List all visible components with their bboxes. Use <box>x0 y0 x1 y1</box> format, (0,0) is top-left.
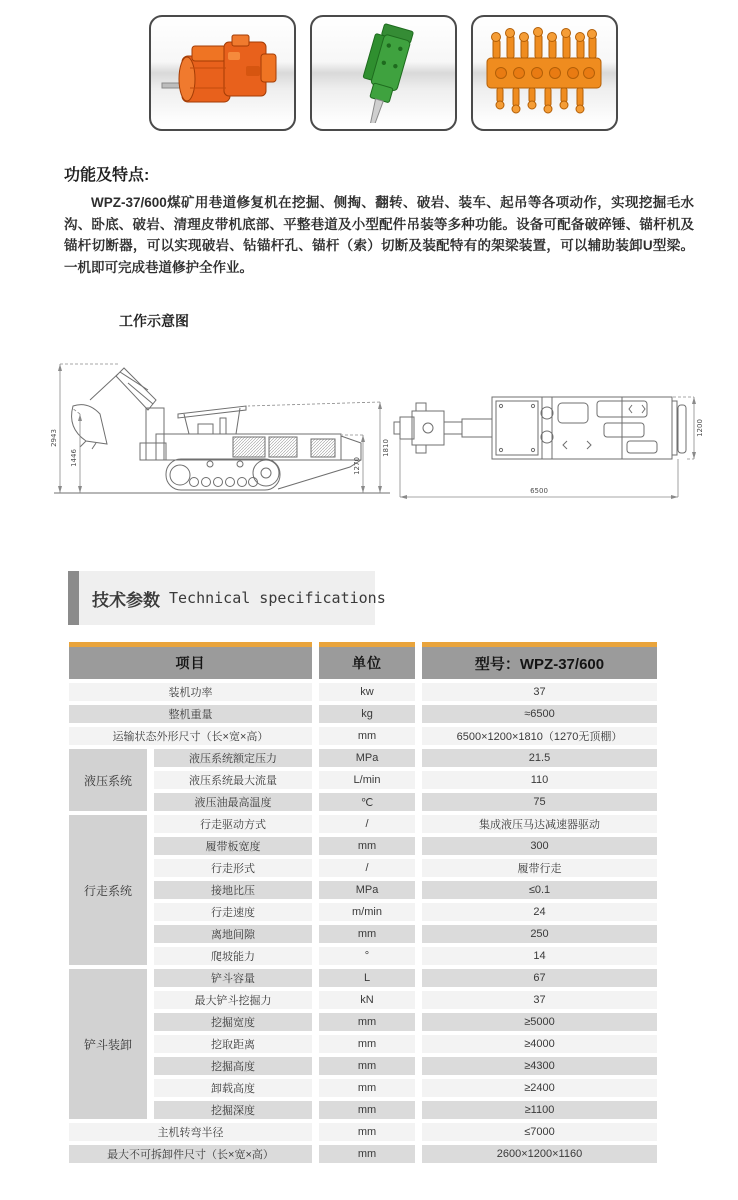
hydraulic-breaker-image <box>310 15 457 131</box>
spec-unit-cell: mm <box>319 1035 415 1053</box>
spec-item-cell: 行走驱动方式 <box>154 815 312 833</box>
side-view-drawing <box>28 348 400 518</box>
spec-unit-cell: mm <box>319 1123 415 1141</box>
spec-value-cell: ≥5000 <box>422 1013 657 1031</box>
dim-body-height-label: 1270 <box>353 457 361 475</box>
table-row <box>69 1123 657 1141</box>
spec-value-cell: 履带行走 <box>422 859 657 877</box>
spec-unit-cell: MPa <box>319 749 415 767</box>
spec-item-cell: 卸载高度 <box>154 1079 312 1097</box>
spec-table <box>62 638 664 1167</box>
spec-unit-cell: mm <box>319 925 415 943</box>
spec-value-cell: ≤7000 <box>422 1123 657 1141</box>
spec-value-cell: 75 <box>422 793 657 811</box>
spec-group-cell: 铲斗装卸 <box>69 969 147 1119</box>
spec-unit-cell: mm <box>319 1101 415 1119</box>
spec-item-cell: 运输状态外形尺寸（长×宽×高） <box>69 727 312 745</box>
table-row <box>69 969 657 987</box>
table-row <box>69 705 657 723</box>
spec-unit-cell: MPa <box>319 881 415 899</box>
spec-item-cell: 挖掘深度 <box>154 1101 312 1119</box>
spec-item-cell: 履带板宽度 <box>154 837 312 855</box>
spec-item-cell: 主机转弯半径 <box>69 1123 312 1141</box>
spec-table-body <box>69 683 657 1163</box>
spec-header-item: 项目 <box>69 642 312 679</box>
dim-length-label: 6500 <box>530 487 548 495</box>
spec-header-unit: 单位 <box>319 642 415 679</box>
spec-unit-cell: mm <box>319 1145 415 1163</box>
spec-item-cell: 最大铲斗挖掘力 <box>154 991 312 1009</box>
spec-unit-cell: ℃ <box>319 793 415 811</box>
features-title: 功能及特点: <box>64 167 150 184</box>
spec-value-cell: 300 <box>422 837 657 855</box>
spec-value-cell: 110 <box>422 771 657 789</box>
spec-unit-cell: L <box>319 969 415 987</box>
table-row <box>69 1035 657 1053</box>
spec-unit-cell: mm <box>319 1079 415 1097</box>
spec-group-cell: 液压系统 <box>69 749 147 811</box>
spec-section-title-en: Technical specifications <box>169 589 386 607</box>
spec-value-cell: 37 <box>422 683 657 701</box>
spec-value-cell: 集成液压马达减速器驱动 <box>422 815 657 833</box>
spec-item-cell: 整机重量 <box>69 705 312 723</box>
spec-unit-cell: m/min <box>319 903 415 921</box>
spec-value-cell: 21.5 <box>422 749 657 767</box>
spec-item-cell: 装机功率 <box>69 683 312 701</box>
spec-value-cell: 2600×1200×1160 <box>422 1145 657 1163</box>
table-row <box>69 859 657 877</box>
dim-width-label: 1200 <box>696 419 704 437</box>
hydraulic-pump-image <box>149 15 296 131</box>
spec-item-cell: 挖取距离 <box>154 1035 312 1053</box>
multiway-valve-icon <box>479 22 610 124</box>
diagram-title: 工作示意图 <box>119 313 189 329</box>
spec-value-cell: ≥4300 <box>422 1057 657 1075</box>
table-row <box>69 925 657 943</box>
spec-item-cell: 行走速度 <box>154 903 312 921</box>
spec-item-cell: 液压系统最大流量 <box>154 771 312 789</box>
spec-item-cell: 最大不可拆卸件尺寸（长×宽×高） <box>69 1145 312 1163</box>
spec-unit-cell: L/min <box>319 771 415 789</box>
spec-item-cell: 液压油最高温度 <box>154 793 312 811</box>
spec-value-cell: 6500×1200×1810（1270无顶棚） <box>422 727 657 745</box>
spec-value-cell: 37 <box>422 991 657 1009</box>
spec-item-cell: 挖掘高度 <box>154 1057 312 1075</box>
spec-value-cell: 24 <box>422 903 657 921</box>
table-row <box>69 815 657 833</box>
table-row <box>69 1013 657 1031</box>
spec-value-cell: ≤0.1 <box>422 881 657 899</box>
spec-header-model: 型号：WPZ-37/600 <box>422 642 657 679</box>
table-row <box>69 903 657 921</box>
table-row <box>69 771 657 789</box>
spec-unit-cell: / <box>319 815 415 833</box>
spec-unit-cell: kN <box>319 991 415 1009</box>
table-row <box>69 793 657 811</box>
spec-value-cell: ≈6500 <box>422 705 657 723</box>
spec-unit-cell: mm <box>319 1057 415 1075</box>
hydraulic-pump-icon <box>160 26 285 121</box>
spec-unit-cell: ° <box>319 947 415 965</box>
dim-overall-height-label: 2943 <box>50 429 58 447</box>
table-row <box>69 1101 657 1119</box>
spec-value-cell: 67 <box>422 969 657 987</box>
features-body: WPZ-37/600煤矿用巷道修复机在挖掘、侧掏、翻转、破岩、装车、起吊等各项动作，实现挖掘毛水沟、卧底、破岩、清理皮带机底部、平整巷道及小型配件吊装等多种功能。设备可配备破碎锤、锚杆机及锚杆切断器，可以实现破岩、钻锚杆孔、锚杆（索）切断及装配特有的架梁装置，可以辅助装卸U型梁。一机即可完成巷道修护全作业。 <box>64 195 694 275</box>
spec-item-cell: 爬坡能力 <box>154 947 312 965</box>
product-images-row <box>149 15 618 131</box>
spec-item-cell: 行走形式 <box>154 859 312 877</box>
table-row <box>69 749 657 767</box>
spec-table-header-row <box>69 642 657 679</box>
spec-item-cell: 液压系统额定压力 <box>154 749 312 767</box>
table-row <box>69 947 657 965</box>
spec-unit-cell: kw <box>319 683 415 701</box>
table-row <box>69 683 657 701</box>
spec-section-header <box>68 571 386 625</box>
spec-unit-cell: mm <box>319 1013 415 1031</box>
spec-item-cell: 接地比压 <box>154 881 312 899</box>
spec-value-cell: ≥4000 <box>422 1035 657 1053</box>
table-row <box>69 881 657 899</box>
table-row <box>69 837 657 855</box>
spec-value-cell: ≥2400 <box>422 1079 657 1097</box>
spec-value-cell: 14 <box>422 947 657 965</box>
dim-canopy-height-label: 1810 <box>382 439 390 457</box>
spec-item-cell: 离地间隙 <box>154 925 312 943</box>
table-row <box>69 1145 657 1163</box>
hydraulic-breaker-icon <box>321 23 446 123</box>
spec-unit-cell: / <box>319 859 415 877</box>
top-view-drawing <box>392 375 717 515</box>
dim-bucket-height-label: 1446 <box>70 449 78 467</box>
spec-unit-cell: kg <box>319 705 415 723</box>
table-row <box>69 1079 657 1097</box>
table-row <box>69 727 657 745</box>
spec-value-cell: 250 <box>422 925 657 943</box>
spec-group-cell: 行走系统 <box>69 815 147 965</box>
table-row <box>69 991 657 1009</box>
multiway-valve-image <box>471 15 618 131</box>
spec-section-title-zh: 技术参数 <box>92 590 160 610</box>
spec-value-cell: ≥1100 <box>422 1101 657 1119</box>
spec-item-cell: 铲斗容量 <box>154 969 312 987</box>
spec-item-cell: 挖掘宽度 <box>154 1013 312 1031</box>
spec-unit-cell: mm <box>319 727 415 745</box>
spec-unit-cell: mm <box>319 837 415 855</box>
table-row <box>69 1057 657 1075</box>
